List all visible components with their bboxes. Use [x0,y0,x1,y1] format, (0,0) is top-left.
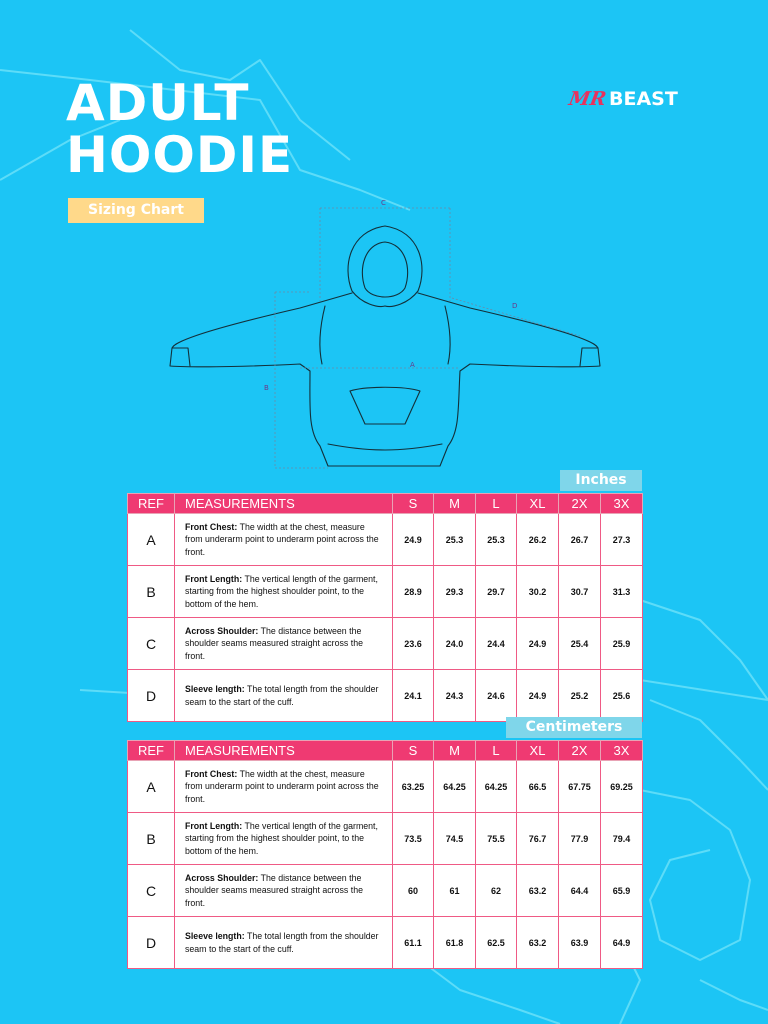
diagram-label-b: B [264,384,269,392]
value-cell: 26.7 [559,514,601,566]
table-row [128,917,643,969]
value-cell: 64.25 [476,761,517,813]
value-cell: 63.2 [517,917,559,969]
header-size-s: S [393,494,434,514]
value-cell: 27.3 [601,514,643,566]
table-row [128,566,643,618]
value-cell: 24.1 [393,670,434,722]
value-cell: 64.4 [559,865,601,917]
ref-cell: B [128,813,175,865]
value-cell: 25.3 [476,514,517,566]
diagram-label-c: C [381,199,386,207]
value-cell: 64.9 [601,917,643,969]
measurement-text: The vertical length of the garment, starting from the highest shoulder point, to the bottom of the hem. [185,820,378,856]
header-size-3x: 3X [601,494,643,514]
value-cell: 62.5 [476,917,517,969]
value-cell: 65.9 [601,865,643,917]
measurement-description [175,566,393,618]
sizing-chart-badge: Sizing Chart [68,198,204,223]
value-cell: 30.7 [559,566,601,618]
measurement-term: Front Chest: [185,521,238,532]
header-size-xl: XL [517,741,559,761]
measurement-term: Across Shoulder: [185,872,259,883]
centimeters-label: Centimeters [506,717,642,738]
value-cell: 61 [434,865,476,917]
value-cell: 74.5 [434,813,476,865]
measurement-description [175,670,393,722]
table-row [128,514,643,566]
header-size-xl: XL [517,494,559,514]
measurement-term: Front Length: [185,573,243,584]
measurement-term: Sleeve length: [185,931,245,941]
value-cell: 79.4 [601,813,643,865]
value-cell: 63.25 [393,761,434,813]
header-size-s: S [393,741,434,761]
measurement-description [175,618,393,670]
value-cell: 29.7 [476,566,517,618]
measurement-description [175,514,393,566]
table-header-row [128,741,643,761]
value-cell: 63.9 [559,917,601,969]
hoodie-diagram [160,196,610,471]
table-row [128,813,643,865]
table-header-row [128,494,643,514]
measurement-text: The distance between the shoulder seams measured straight across the front. [185,625,363,661]
header-size-m: M [434,494,476,514]
value-cell: 24.4 [476,618,517,670]
measurement-term: Front Chest: [185,768,238,779]
value-cell: 77.9 [559,813,601,865]
measurement-description [175,813,393,865]
measurement-description [175,761,393,813]
header-size-2x: 2X [559,741,601,761]
header-size-l: L [476,494,517,514]
header-ref: REF [128,741,175,761]
value-cell: 75.5 [476,813,517,865]
diagram-label-a: A [410,361,415,369]
header-ref: REF [128,494,175,514]
ref-cell: A [128,514,175,566]
value-cell: 28.9 [393,566,434,618]
value-cell: 25.9 [601,618,643,670]
value-cell: 24.9 [517,670,559,722]
measurement-text: The total length from the shoulder seam to the start of the cuff. [185,931,379,954]
table-row [128,761,643,813]
value-cell: 26.2 [517,514,559,566]
header-size-3x: 3X [601,741,643,761]
value-cell: 60 [393,865,434,917]
ref-cell: B [128,566,175,618]
value-cell: 24.9 [517,618,559,670]
measurement-description [175,865,393,917]
value-cell: 76.7 [517,813,559,865]
measurement-term: Front Length: [185,820,243,831]
measurement-term: Across Shoulder: [185,625,259,636]
value-cell: 24.0 [434,618,476,670]
value-cell: 69.25 [601,761,643,813]
value-cell: 63.2 [517,865,559,917]
measurement-term: Sleeve length: [185,684,245,694]
measurement-text: The width at the chest, measure from underarm point to underarm point across the front. [185,768,379,804]
value-cell: 31.3 [601,566,643,618]
header-size-2x: 2X [559,494,601,514]
ref-cell: A [128,761,175,813]
header-measurements: MEASUREMENTS [175,494,393,514]
value-cell: 73.5 [393,813,434,865]
logo-beast-text: BEAST [609,88,678,110]
page-title [66,74,294,184]
header-measurements: MEASUREMENTS [175,741,393,761]
title-line-2: HOODIE [66,126,294,184]
ref-cell: C [128,618,175,670]
value-cell: 64.25 [434,761,476,813]
inches-table [127,493,643,722]
inches-label: Inches [560,470,642,491]
table-row [128,865,643,917]
logo-mr-text: MR [567,88,608,110]
table-row [128,670,643,722]
ref-cell: D [128,917,175,969]
value-cell: 62 [476,865,517,917]
measurement-text: The width at the chest, measure from underarm point to underarm point across the front. [185,521,379,557]
header-size-l: L [476,741,517,761]
value-cell: 25.2 [559,670,601,722]
value-cell: 25.6 [601,670,643,722]
measurement-text: The total length from the shoulder seam to the start of the cuff. [185,684,379,707]
diagram-label-d: D [512,302,518,310]
value-cell: 25.4 [559,618,601,670]
value-cell: 24.6 [476,670,517,722]
value-cell: 61.1 [393,917,434,969]
value-cell: 61.8 [434,917,476,969]
title-line-1: ADULT [66,74,250,132]
measurement-text: The distance between the shoulder seams measured straight across the front. [185,872,363,908]
mrbeast-logo [569,86,699,116]
value-cell: 66.5 [517,761,559,813]
ref-cell: C [128,865,175,917]
value-cell: 24.3 [434,670,476,722]
value-cell: 23.6 [393,618,434,670]
measurement-description [175,917,393,969]
value-cell: 25.3 [434,514,476,566]
centimeters-table [127,740,643,969]
table-row [128,618,643,670]
value-cell: 29.3 [434,566,476,618]
value-cell: 24.9 [393,514,434,566]
measurement-text: The vertical length of the garment, starting from the highest shoulder point, to the bottom of the hem. [185,573,378,609]
header-size-m: M [434,741,476,761]
value-cell: 67.75 [559,761,601,813]
value-cell: 30.2 [517,566,559,618]
ref-cell: D [128,670,175,722]
